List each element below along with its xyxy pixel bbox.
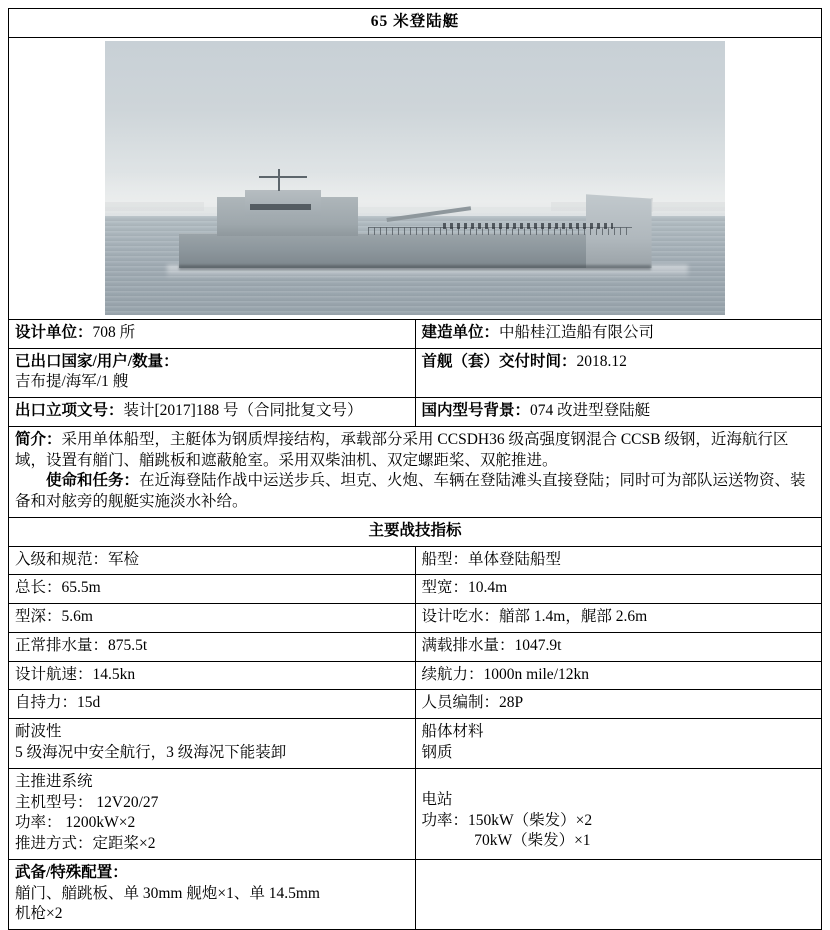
title-row	[9, 9, 822, 38]
info-row	[9, 348, 822, 398]
spec-length-label: 总长：	[15, 579, 62, 597]
weapons-empty-cell	[415, 859, 822, 929]
spec-normal-displacement-cell	[9, 632, 416, 661]
intro-row	[9, 426, 822, 517]
export-project-number-label: 出口立项文号：	[15, 402, 124, 420]
weapons-line-2: 机枪×2	[15, 905, 63, 923]
seakeeping-value: 5 级海况中安全航行，3 级海况下能装卸	[15, 744, 287, 762]
info-row	[9, 319, 822, 348]
spec-sheet-table	[8, 8, 822, 930]
spec-depth-value: 5.6m	[61, 608, 93, 626]
delivery-date-cell	[415, 348, 822, 398]
spec-speed-label: 设计航速：	[15, 665, 93, 683]
spec-full-displacement-cell	[415, 632, 822, 661]
vessel-waterline	[179, 265, 650, 270]
power-station-line-2: 70kW（柴发）×1	[474, 832, 591, 850]
spec-range-cell	[415, 661, 822, 690]
weapons-label: 武备/特殊配置：	[15, 863, 128, 881]
spec-draft-cell	[415, 604, 822, 633]
builder-cell	[415, 319, 822, 348]
spec-range-label: 续航力：	[421, 665, 484, 683]
spec-class-cell	[9, 546, 416, 575]
weapons-row	[9, 859, 822, 929]
intro-cell	[9, 426, 822, 517]
spec-section-heading-row	[9, 517, 822, 546]
hull-material-value: 钢质	[421, 744, 453, 762]
spec-shiptype-label: 船型：	[421, 550, 469, 568]
spec-row	[9, 661, 822, 690]
mission-paragraph	[15, 471, 815, 513]
spec-beam-cell	[415, 575, 822, 604]
spec-full-displacement-label: 满载排水量：	[421, 636, 515, 654]
spec-row	[9, 632, 822, 661]
export-project-number-value: 装计[2017]188 号（合同批复文号）	[123, 402, 363, 420]
hull-material-cell	[415, 719, 822, 769]
spec-complement-label: 人员编制：	[421, 694, 500, 712]
intro-label: 简介：	[15, 430, 62, 448]
builder-value: 中船桂江造船有限公司	[499, 323, 655, 341]
spec-row	[9, 575, 822, 604]
spec-range-value: 1000n mile/12kn	[483, 665, 589, 683]
weapons-line-1: 艏门、艏跳板、单 30mm 舰炮×1、单 14.5mm	[15, 884, 320, 902]
spec-speed-value: 14.5kn	[92, 665, 136, 683]
vessel-photo-cell	[9, 37, 822, 319]
spec-full-displacement-value: 1047.9t	[514, 636, 562, 654]
spec-depth-label: 型深：	[15, 608, 62, 626]
hull-material-label: 船体材料	[421, 723, 484, 741]
mast-yardarm	[259, 176, 306, 178]
spec-endurance-value: 15d	[77, 694, 101, 712]
spec-draft-value: 艏部 1.4m，艉部 2.6m	[499, 608, 648, 626]
crew-on-deck	[443, 223, 613, 229]
spec-length-value: 65.5m	[61, 579, 101, 597]
mission-label: 使命和任务：	[46, 472, 140, 490]
spec-row	[9, 604, 822, 633]
spec-complement-value: 28P	[499, 694, 524, 712]
domestic-background-value: 074 改进型登陆艇	[530, 402, 651, 420]
propulsion-type: 推进方式：定距桨×2	[15, 835, 156, 853]
spec-length-cell	[9, 575, 416, 604]
power-station-line-1: 功率：150kW（柴发）×2	[421, 811, 593, 829]
mission-text: 在近海登陆作战中运送步兵、坦克、火炮、车辆在登陆滩头直接登陆；同时可为部队运送物资、装备和对舷旁的舰艇实施淡水补给。	[15, 472, 806, 511]
power-station-label: 电站	[421, 790, 453, 808]
domestic-background-label: 国内型号背景：	[421, 402, 531, 420]
main-engine-power: 功率： 1200kW×2	[15, 814, 136, 832]
main-engine-model: 主机型号： 12V20/27	[15, 793, 159, 811]
vessel-photo	[105, 41, 725, 315]
spec-section-title: 主要战技指标	[9, 517, 822, 546]
spec-beam-value: 10.4m	[468, 579, 508, 597]
spec-class-label: 入级和规范：	[15, 550, 109, 568]
spec-depth-cell	[9, 604, 416, 633]
spec-normal-displacement-value: 875.5t	[108, 636, 148, 654]
photo-row	[9, 37, 822, 319]
spec-shiptype-cell	[415, 546, 822, 575]
info-row	[9, 398, 822, 427]
vessel-mast	[278, 169, 280, 191]
propulsion-label: 主推进系统	[15, 772, 93, 790]
deck-crane	[386, 207, 471, 223]
page-title: 65 米登陆艇	[9, 9, 822, 38]
vessel-hull	[179, 233, 650, 268]
bridge-windows	[250, 204, 311, 211]
intro-text: 采用单体船型，主艇体为钢质焊接结构，承载部分采用 CCSDH36 级高强度钢混合 CCSB 级钢，近海航行区域，设置有艏门、艏跳板和遮蔽舱室。采用双柴油机、双定螺距桨、双舵推进。	[15, 430, 789, 469]
spec-shiptype-value: 单体登陆船型	[468, 550, 562, 568]
spec-endurance-label: 自持力：	[15, 694, 78, 712]
spec-endurance-cell	[9, 690, 416, 719]
propulsion-row	[9, 768, 822, 859]
spec-beam-label: 型宽：	[421, 579, 469, 597]
spec-speed-cell	[9, 661, 416, 690]
design-unit-value: 708 所	[92, 323, 136, 341]
spec-normal-displacement-label: 正常排水量：	[15, 636, 109, 654]
seakeeping-row	[9, 719, 822, 769]
power-station-cell	[415, 768, 822, 859]
export-countries-label: 已出口国家/用户/数量：	[15, 352, 179, 370]
spec-class-value: 军检	[108, 550, 140, 568]
domestic-background-cell	[415, 398, 822, 427]
landing-craft-vessel	[179, 194, 650, 268]
delivery-date-value: 2018.12	[576, 352, 627, 370]
spec-draft-label: 设计吃水：	[421, 608, 500, 626]
export-project-number-cell	[9, 398, 416, 427]
seakeeping-label: 耐波性	[15, 723, 62, 741]
propulsion-cell	[9, 768, 416, 859]
spec-row	[9, 546, 822, 575]
export-countries-cell	[9, 348, 416, 398]
spec-complement-cell	[415, 690, 822, 719]
design-unit-cell	[9, 319, 416, 348]
seakeeping-cell	[9, 719, 416, 769]
delivery-date-label: 首舰（套）交付时间：	[421, 352, 577, 370]
spec-row	[9, 690, 822, 719]
builder-label: 建造单位：	[421, 323, 500, 341]
intro-paragraph	[15, 430, 815, 472]
export-countries-value: 吉布提/海军/1 艘	[15, 373, 129, 391]
design-unit-label: 设计单位：	[15, 323, 93, 341]
weapons-cell	[9, 859, 416, 929]
